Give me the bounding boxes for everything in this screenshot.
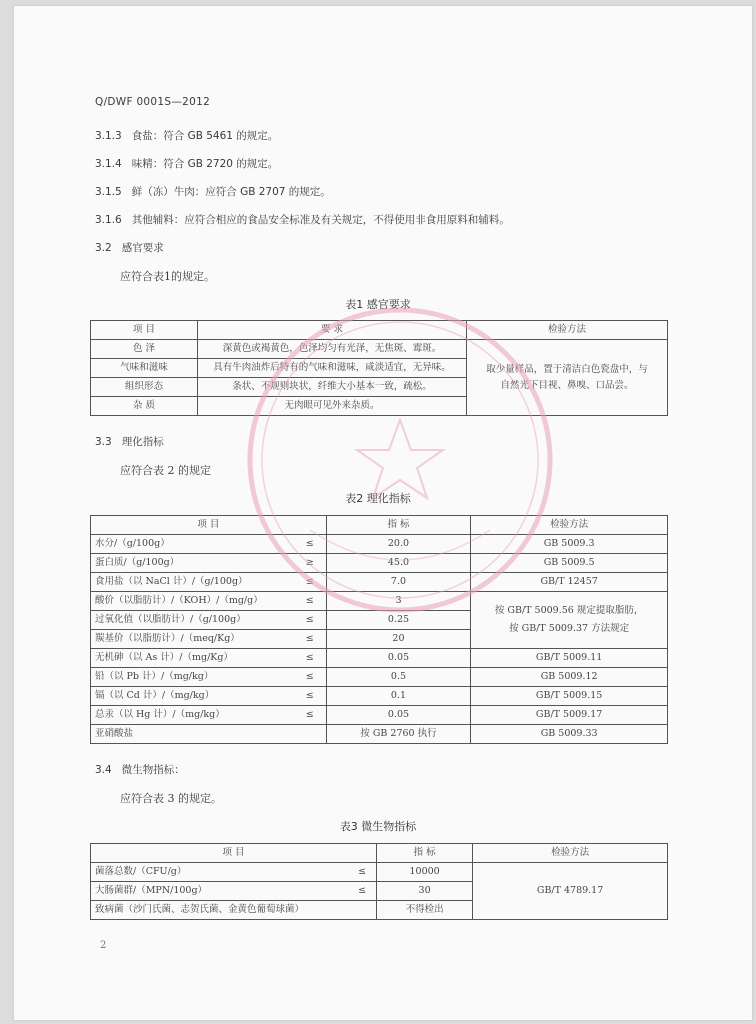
- table-cell-value: 20.0: [326, 535, 471, 554]
- clause-number: 3.1.6: [95, 214, 122, 226]
- table-cell-item: 蛋白质/（g/100g）: [91, 554, 294, 573]
- table-cell-item: 水分/（g/100g）: [91, 535, 294, 554]
- method-line: 取少量样品，置于清洁白色瓷盘中，与: [486, 363, 648, 375]
- table-cell-item: 致病菌（沙门氏菌、志贺氏菌、金黄色葡萄球菌）: [91, 901, 349, 920]
- table-row: [91, 592, 668, 611]
- table-cell-value: 30: [377, 882, 473, 901]
- table-row: [91, 668, 668, 687]
- table-row: [91, 706, 668, 725]
- table-cell-operator: ≤: [294, 668, 326, 687]
- clause-3-1-5: [95, 184, 331, 199]
- table-cell-method: GB 5009.33: [471, 725, 668, 744]
- table-header-cell: 检验方法: [467, 321, 668, 340]
- table-row: [91, 535, 668, 554]
- table-header-row: [91, 321, 668, 340]
- table-row: [91, 687, 668, 706]
- table-row: [91, 340, 668, 359]
- table-cell-operator: ≤: [348, 863, 376, 882]
- table-cell-method: GB/T 12457: [471, 573, 668, 592]
- section-3-4-heading: [95, 762, 185, 777]
- section-title: 感官要求: [121, 242, 164, 254]
- table-cell: 深黄色或褐黄色，色泽均匀有光泽，无焦斑、霉斑。: [198, 340, 467, 359]
- table-cell-value: 0.25: [326, 611, 471, 630]
- table-cell-method-merged: [471, 592, 668, 649]
- clause-3-1-3: [95, 128, 278, 143]
- section-number: 3.4: [95, 764, 112, 776]
- table-cell-operator: ≤: [294, 687, 326, 706]
- table-header-row: [91, 516, 668, 535]
- table-row: [91, 649, 668, 668]
- table2-caption: 表2 理化指标: [345, 492, 411, 505]
- table-row: [91, 725, 668, 744]
- method-line: 按 GB/T 5009.37 方法规定: [509, 623, 630, 634]
- table-cell-operator: ≤: [294, 706, 326, 725]
- clause-number: 3.1.5: [95, 186, 122, 198]
- table-cell-item: 过氧化值（以脂肪计）/（g/100g）: [91, 611, 294, 630]
- table-cell: 条状、不规则块状，纤维大小基本一致，疏松。: [198, 378, 467, 397]
- table-header-cell: 指 标: [326, 516, 471, 535]
- table-cell: 杂 质: [91, 397, 198, 416]
- table-cell-item: 亚硝酸盐: [91, 725, 327, 744]
- document-code: Q/DWF 0001S—2012: [95, 96, 211, 108]
- section-3-4-body: 应符合表 3 的规定。: [120, 792, 222, 805]
- table-header-cell: 项 目: [91, 516, 327, 535]
- table-cell-value: 0.05: [326, 706, 471, 725]
- table1-caption: 表1 感官要求: [345, 298, 411, 311]
- table-cell-operator: [348, 901, 376, 920]
- table3-caption: 表3 微生物指标: [339, 820, 417, 833]
- table-cell-item: 食用盐（以 NaCl 计）/（g/100g）: [91, 573, 294, 592]
- table-cell-operator: ≤: [294, 535, 326, 554]
- table-cell: 组织形态: [91, 378, 198, 397]
- table-cell-value: 45.0: [326, 554, 471, 573]
- table-header-cell: 项 目: [91, 321, 198, 340]
- table-header-cell: 指 标: [377, 844, 473, 863]
- table-cell: 具有牛肉油炸后特有的气味和滋味，咸淡适宜，无异味。: [198, 359, 467, 378]
- clause-text: 鲜（冻）牛肉：应符合 GB 2707 的规定。: [131, 186, 331, 198]
- table-cell-operator: ≤: [294, 573, 326, 592]
- table-cell-method: GB/T 5009.11: [471, 649, 668, 668]
- table-sensory-requirements: [90, 320, 668, 416]
- table-cell-item: 无机砷（以 As 计）/（mg/Kg）: [91, 649, 294, 668]
- table-cell-method: GB/T 5009.15: [471, 687, 668, 706]
- section-title: 理化指标: [121, 436, 164, 448]
- table-cell-value: 3: [326, 592, 471, 611]
- table-row: [91, 573, 668, 592]
- table-cell-value: 不得检出: [377, 901, 473, 920]
- table-cell-operator: ≤: [348, 882, 376, 901]
- section-3-3-heading: [95, 434, 164, 449]
- table-cell-item: 大肠菌群/（MPN/100g）: [91, 882, 349, 901]
- clause-text: 食盐：符合 GB 5461 的规定。: [131, 130, 279, 142]
- section-title: 微生物指标：: [121, 764, 185, 776]
- clause-number: 3.1.3: [95, 130, 122, 142]
- table-cell-item: 铅（以 Pb 计）/（mg/kg）: [91, 668, 294, 687]
- table-row: [91, 863, 668, 882]
- table-cell-value: 20: [326, 630, 471, 649]
- clause-3-1-4: [95, 156, 278, 171]
- table-cell-method: [467, 340, 668, 416]
- table-cell-method: GB/T 4789.17: [473, 863, 668, 920]
- table-cell-operator: ≤: [294, 592, 326, 611]
- table-header-cell: 检验方法: [471, 516, 668, 535]
- clause-text: 其他辅料：应符合相应的食品安全标准及有关规定，不得使用非食用原料和辅料。: [131, 214, 510, 226]
- table-cell-item: 菌落总数/（CFU/g）: [91, 863, 349, 882]
- table-cell-value: 7.0: [326, 573, 471, 592]
- clause-3-1-6: [95, 212, 510, 227]
- page-number: 2: [100, 940, 107, 951]
- table-cell-method: GB 5009.3: [471, 535, 668, 554]
- table-cell-value: 0.5: [326, 668, 471, 687]
- table-cell-operator: ≤: [294, 649, 326, 668]
- table-header-cell: 检验方法: [473, 844, 668, 863]
- table-cell-operator: ≥: [294, 554, 326, 573]
- clause-number: 3.1.4: [95, 158, 122, 170]
- table-cell: 气味和滋味: [91, 359, 198, 378]
- table-cell-item: 羰基价（以脂肪计）/（meq/Kg）: [91, 630, 294, 649]
- table-cell-value: 0.05: [326, 649, 471, 668]
- clause-text: 味精：符合 GB 2720 的规定。: [131, 158, 279, 170]
- table-row: [91, 554, 668, 573]
- table-microbial-indicators: [90, 843, 668, 920]
- table-cell-method: GB/T 5009.17: [471, 706, 668, 725]
- section-3-2-body: 应符合表1的规定。: [120, 270, 215, 283]
- table-header-cell: 项 目: [91, 844, 377, 863]
- section-3-2-heading: [95, 240, 164, 255]
- table-physicochemical-indicators: [90, 515, 668, 744]
- table-cell-value: 0.1: [326, 687, 471, 706]
- method-line: 自然光下目视、鼻嗅、口品尝。: [500, 379, 634, 391]
- table-cell-operator: ≤: [294, 611, 326, 630]
- section-number: 3.3: [95, 436, 112, 448]
- section-3-3-body: 应符合表 2 的规定: [120, 464, 211, 477]
- table-cell-item: 总汞（以 Hg 计）/（mg/kg）: [91, 706, 294, 725]
- table-header-cell: 要 求: [198, 321, 467, 340]
- table-cell-item: 酸价（以脂肪计）/（KOH）/（mg/g）: [91, 592, 294, 611]
- table-cell: 无肉眼可见外来杂质。: [198, 397, 467, 416]
- table-cell: 色 泽: [91, 340, 198, 359]
- table-cell-value: 按 GB 2760 执行: [326, 725, 471, 744]
- table-cell-item: 镉（以 Cd 计）/（mg/kg）: [91, 687, 294, 706]
- table-cell-value: 10000: [377, 863, 473, 882]
- table-cell-method: GB 5009.12: [471, 668, 668, 687]
- method-line: 按 GB/T 5009.56 规定提取脂肪，: [494, 605, 644, 616]
- table-cell-operator: ≤: [294, 630, 326, 649]
- table-cell-method: GB 5009.5: [471, 554, 668, 573]
- section-number: 3.2: [95, 242, 112, 254]
- table-header-row: [91, 844, 668, 863]
